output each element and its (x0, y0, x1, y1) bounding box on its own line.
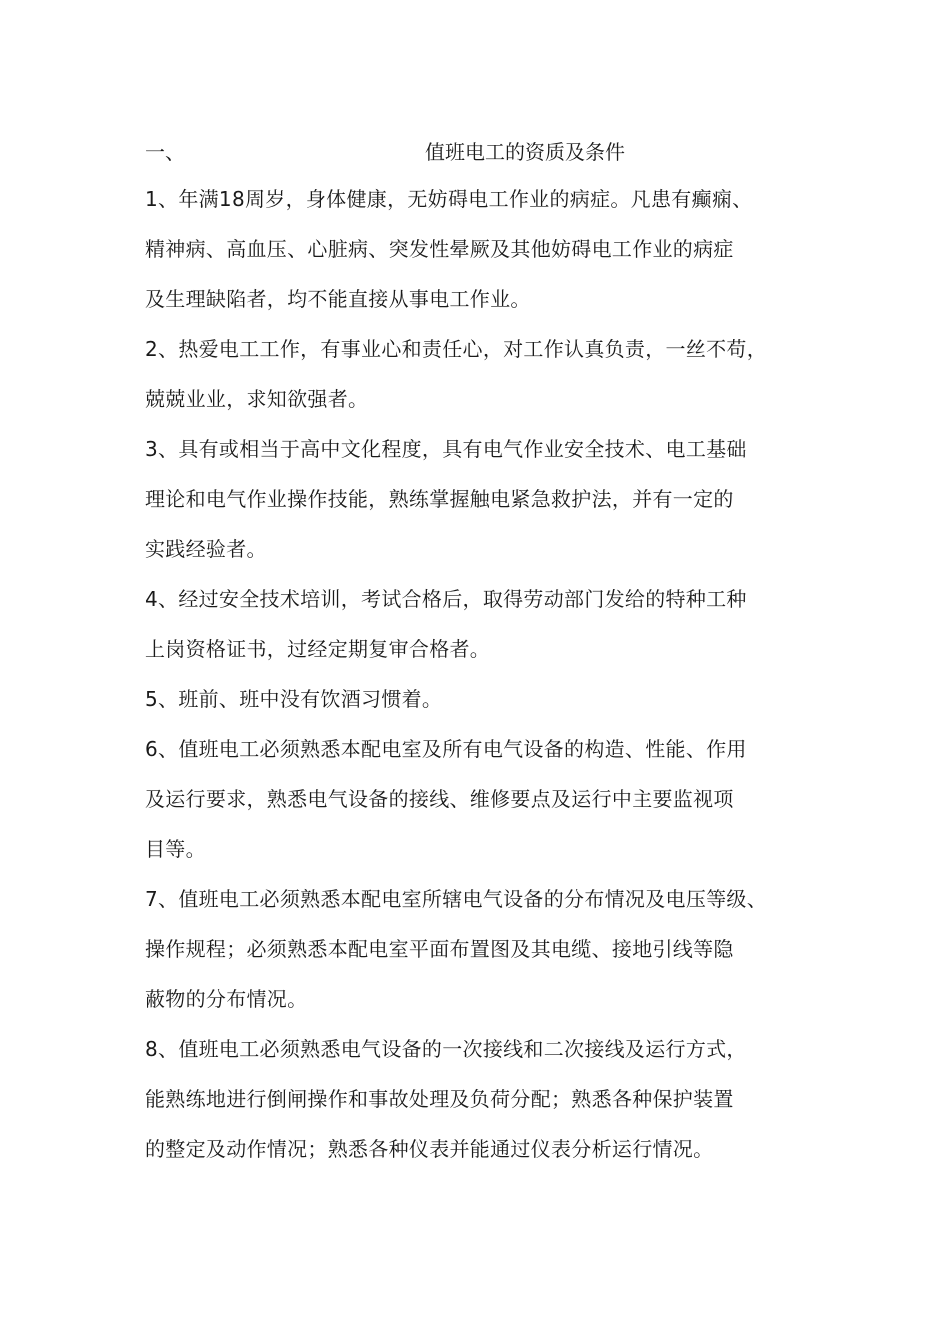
text-line: 及生理缺陷者，均不能直接从事电工作业。 (145, 287, 531, 311)
text-line: 6、值班电工必须熟悉本配电室及所有电气设备的构造、性能、作用 (145, 737, 747, 761)
text-line: 操作规程；必须熟悉本配电室平面布置图及其电缆、接地引线等隐 (145, 937, 734, 961)
section-number: 一、 (145, 140, 185, 164)
text-line: 5、班前、班中没有饮酒习惯着。 (145, 687, 443, 711)
text-line: 4、经过安全技术培训，考试合格后，取得劳动部门发给的特种工种 (145, 587, 747, 611)
text-line: 的整定及动作情况；熟悉各种仪表并能通过仪表分析运行情况。 (145, 1137, 714, 1161)
text-line: 能熟练地进行倒闸操作和事故处理及负荷分配；熟悉各种保护装置 (145, 1087, 734, 1111)
text-line: 理论和电气作业操作技能，熟练掌握触电紧急救护法，并有一定的 (145, 487, 734, 511)
text-line: 精神病、高血压、心脏病、突发性晕厥及其他妨碍电工作业的病症 (145, 237, 734, 261)
text-line: 2、热爱电工工作，有事业心和责任心，对工作认真负责，一丝不苟， (145, 337, 768, 361)
document-body (145, 183, 835, 1183)
section-heading (145, 136, 825, 168)
text-line: 3、具有或相当于高中文化程度，具有电气作业安全技术、电工基础 (145, 437, 747, 461)
section-title: 值班电工的资质及条件 (425, 140, 625, 164)
text-line: 7、值班电工必须熟悉本配电室所辖电气设备的分布情况及电压等级、 (145, 887, 768, 911)
text-line: 蔽物的分布情况。 (145, 987, 308, 1011)
text-line: 及运行要求，熟悉电气设备的接线、维修要点及运行中主要监视项 (145, 787, 734, 811)
text-line: 上岗资格证书，过经定期复审合格者。 (145, 637, 491, 661)
text-line: 实践经验者。 (145, 537, 267, 561)
text-line: 8、值班电工必须熟悉电气设备的一次接线和二次接线及运行方式， (145, 1037, 747, 1061)
text-line: 1、年满18周岁，身体健康，无妨碍电工作业的病症。凡患有癫痫、 (145, 187, 753, 211)
text-line: 兢兢业业，求知欲强者。 (145, 387, 369, 411)
text-line: 目等。 (145, 837, 206, 861)
